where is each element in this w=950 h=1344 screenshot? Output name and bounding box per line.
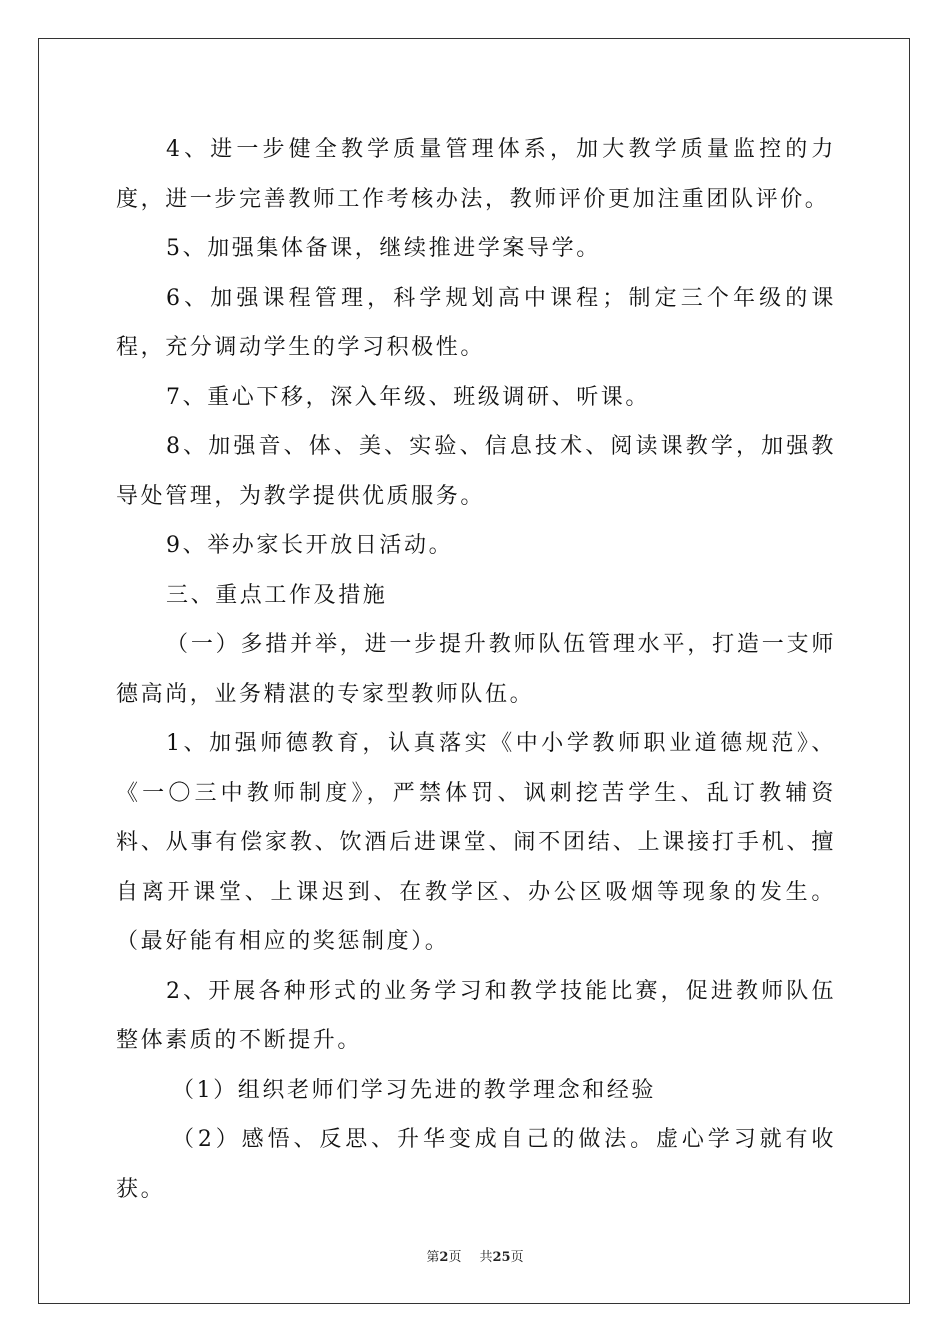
page-footer (0, 1246, 950, 1265)
subsection-heading: （一）多措并举，进一步提升教师队伍管理水平，打造一支师德高尚，业务精湛的专家型教师队伍。 (116, 632, 836, 707)
paragraph-item-4: 4、进一步健全教学质量管理体系，加大教学质量监控的力度，进一步完善教师工作考核办法，教师评价更加注重团队评价。 (116, 137, 836, 212)
footer-total-prefix: 共 (479, 1250, 493, 1265)
paragraph-item-9: 9、举办家长开放日活动。 (166, 533, 454, 558)
paragraph-item-8: 8、加强音、体、美、实验、信息技术、阅读课教学，加强教导处管理，为教学提供优质服务。 (116, 434, 836, 509)
paragraph-sub-item-2: （2）感悟、反思、升华变成自己的做法。虚心学习就有收获。 (116, 1127, 836, 1202)
section-heading: 三、重点工作及措施 (166, 582, 388, 608)
footer-page-suffix: 页 (448, 1250, 462, 1265)
paragraph-item-6: 6、加强课程管理，科学规划高中课程；制定三个年级的课程，充分调动学生的学习积极性。 (116, 285, 836, 360)
paragraph-measure-1: 1、加强师德教育，认真落实《中小学教师职业道德规范》、《一〇三中教师制度》，严禁体罚、讽刺挖苦学生、乱订教辅资料、从事有偿家教、饮酒后进课堂、闹不团结、上课接打手机、擅自离开课堂、上课迟到、在教学区、办公区吸烟等现象的发生。（最好能有相应的奖惩制度）。 (116, 731, 836, 954)
footer-prefix: 第 (426, 1250, 440, 1265)
footer-total-pages: 25 (492, 1250, 511, 1265)
paragraph-item-7: 7、重心下移，深入年级、班级调研、听课。 (166, 384, 650, 410)
paragraph-measure-2: 2、开展各种形式的业务学习和教学技能比赛，促进教师队伍整体素质的不断提升。 (116, 978, 836, 1053)
document-body (116, 125, 836, 1214)
footer-page-number: 2 (439, 1250, 449, 1265)
footer-total-suffix: 页 (510, 1250, 524, 1265)
paragraph-item-5: 5、加强集体备课，继续推进学案导学。 (166, 236, 601, 261)
paragraph-sub-item-1: （1）组织老师们学习先进的教学理念和经验 (172, 1077, 656, 1103)
